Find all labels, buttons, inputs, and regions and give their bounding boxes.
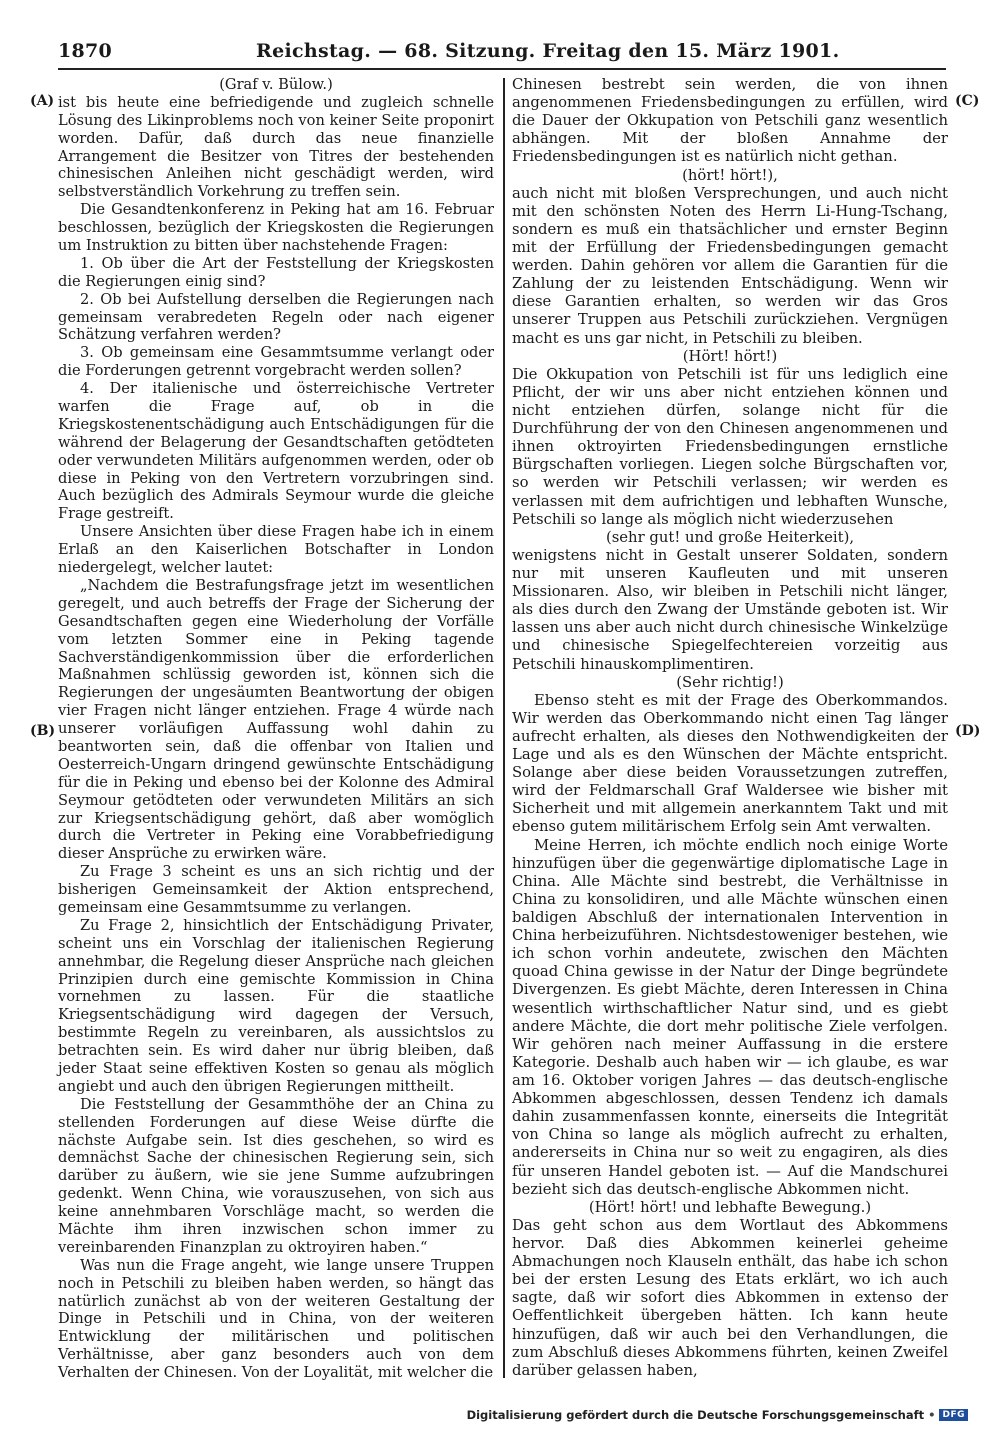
interjection: (hört! hört!), xyxy=(682,166,778,184)
page-number: 1870 xyxy=(58,40,113,62)
paragraph: ist bis heute eine befriedigende und zugleich schnelle Lösung des Likinproblems noch von keiner Seite proponirt worden. Dafür, daß durch das neue finanzielle Arrangement die Besitzer von Titres der bestehenden chinesischen Anleihen nicht geschädigt werden, wird selbstverständlich Vorkehrung zu treffen sein. xyxy=(58,93,494,201)
footer-separator: • xyxy=(928,1408,936,1422)
footer-credit xyxy=(467,1408,968,1422)
question-item: 3. Ob gemeinsam eine Gesammtsumme verlangt oder die Forderungen getrennt vorgebracht werden sollen? xyxy=(58,344,494,380)
interjection: (Hört! hört! und lebhafte Bewegung.) xyxy=(588,1198,872,1216)
quoted-paragraph: Zu Frage 2, hinsichtlich der Entschädigung Privater, scheint uns ein Vorschlag der italienischen Regierung annehmbar, die Regelung dieser Ansprüche nach gleichen Prinzipien durch eine gemischte Kommission in China vornehmen zu lassen. Für die staatliche Kriegsentschädigung wird dagegen der Versuch, bestimmte Regeln zu vereinbaren, als aussichtslos zu betrachten sein. Es wird daher nur übrig bleiben, daß jeder Staat seine effektiven Kosten so genau als möglich angiebt und auch den übrigen Regierungen mittheilt. xyxy=(58,916,494,1095)
footer-credit-text: Digitalisierung gefördert durch die Deutsche Forschungsgemeinschaft xyxy=(466,1408,925,1422)
paragraph: Die Okkupation von Petschili ist für uns lediglich eine Pflicht, der wir uns aber nicht entziehen können und nicht entziehen dürfen, solange nicht für die Durchführung der von den Chinesen angenommenen und ihnen oktroyirten Friedensbedingungen ernstliche Bürgschaften vorliegen. Liegen solche Bürgschaften vor, so werden wir Petschili verlassen; wir werden es verlassen mit dem aufrichtigen und lebhaften Wunsche, Petschili so lange als möglich nicht wiederzusehen xyxy=(512,365,948,528)
left-column xyxy=(58,76,494,1382)
speaker-label: (Graf v. Bülow.) xyxy=(219,76,333,93)
margin-marker-d: (D) xyxy=(955,723,981,739)
paragraph: Chinesen bestrebt sein werden, die von ihnen angenommenen Friedensbedingungen zu erfüllen, wird die Dauer der Okkupation von Petschili ganz wesentlich abhängen. Mit der bloßen Annahme der Friedensbedingungen ist es natürlich nicht gethan. xyxy=(512,76,948,166)
quoted-paragraph: „Nachdem die Bestrafungsfrage jetzt im wesentlichen geregelt, und auch betreffs der Frage der Sicherung der Gesandtschaften gegen eine Wiederholung der Vorfälle vom letzten Sommer eine in Peking tagende Sachverständigenkommission über die erforderlichen Maßnahmen schlüssig geworden ist, können sich die Regierungen der ungesäumten Beantwortung der obigen vier Fragen nicht länger entziehen. Frage 4 würde nach unserer vorläufigen Auffassung wohl dahin zu beantworten sein, daß die offenbar von Italien und Oesterreich-Ungarn dringend gewünschte Entschädigung für die in Peking und ebenso bei der Kolonne des Admiral Seymour getödteten oder verwundeten Militärs an sich zur Kriegsentschädigung gehört, daß aber womöglich durch die Vertreter in Peking eine Vorabbefriedigung dieser Ansprüche zu erwirken wäre. xyxy=(58,576,494,863)
quoted-paragraph: Zu Frage 3 scheint es uns an sich richtig und der bisherigen Gemeinsamkeit der Aktion entsprechend, gemeinsam eine Gesammtsumme zu verlangen. xyxy=(58,863,494,916)
question-item: 1. Ob über die Art der Feststellung der Kriegskosten die Regierungen einig sind? xyxy=(58,254,494,290)
question-item: 4. Der italienische und österreichische Vertreter warfen die Frage auf, ob in die Kriegskostenentschädigung auch Entschädigungen für die während der Belagerung der Gesandtschaften getödteten oder verwundeten Militärs aufgenommen werden, oder ob diese in Peking von den Vertretern vorzubringen sind. Auch bezüglich des Admirals Seymour wurde die gleiche Frage gestreift. xyxy=(58,380,494,523)
page-header xyxy=(58,40,958,66)
paragraph: Meine Herren, ich möchte endlich noch einige Worte hinzufügen über die gegenwärtige diplomatische Lage in China. Alle Mächte sind bestrebt, die Verhältnisse in China zu konsolidiren, und alle Mächte wünschen einen baldigen Abschluß der internationalen Intervention in China herbeizuführen. Nichtsdestoweniger bestehen, wie ich schon vorhin andeutete, zwischen den Mächten quoad China gewisse in der Natur der Dinge begründete Divergenzen. Es giebt Mächte, deren Interessen in China wesentlich wirthschaftlicher Natur sind, und es giebt andere Mächte, die dort mehr politische Ziele verfolgen. Wir gehören nach meiner Auffassung in die erstere Kategorie. Deshalb auch haben wir — ich glaube, es war am 16. Oktober vorigen Jahres — das deutsch-englische Abkommen abgeschlossen, dessen Tendenz ich damals dahin zusammenfassen konnte, einerseits die Integrität von China so lange als möglich aufrecht zu erhalten, andererseits in China nur so weit zu engagiren, als dies für unseren Handel geboten ist. — Auf die Mandschurei bezieht sich das deutsch-englische Abkommen nicht. xyxy=(512,836,948,1198)
paragraph: Unsere Ansichten über diese Fragen habe ich in einem Erlaß an den Kaiserlichen Botschafter in London niedergelegt, welcher lautet: xyxy=(58,523,494,577)
interjection: (Hört! hört!) xyxy=(682,347,778,365)
margin-marker-c: (C) xyxy=(955,93,980,109)
quoted-paragraph: Die Feststellung der Gesammthöhe der an China zu stellenden Forderungen auf diese Weise dürfte die nächste Aufgabe sein. Ist dies geschehen, so wird es demnächst Sache der chinesischen Regierung sein, sich darüber zu äußern, wie sie jene Summe aufzubringen gedenkt. Wenn China, wie vorauszusehen, von sich aus keine annehmbaren Vorschläge macht, so werden die Mächte ihm ihren inzwischen schon immer zu vereinbarenden Finanzplan zu oktroyiren haben.“ xyxy=(58,1095,494,1256)
paragraph: wenigstens nicht in Gestalt unserer Soldaten, sondern nur mit unseren Kaufleuten und mit unseren Missionaren. Also, wir bleiben in Petschili nicht länger, als dies durch den Zwang der Umstände geboten ist. Wir lassen uns aber auch nicht durch chinesische Winkelzüge und chinesische Spiegelfechtereien vorzeitig aus Petschili hinauskomplimentiren. xyxy=(512,546,948,673)
question-item: 2. Ob bei Aufstellung derselben die Regierungen nach gemeinsam verabredeten Regeln oder nach eigener Schätzung verfahren werden? xyxy=(58,290,494,344)
interjection: (Sehr richtig!) xyxy=(676,673,784,691)
paragraph: Ebenso steht es mit der Frage des Oberkommandos. Wir werden das Oberkommando nicht einen Tag länger aufrecht erhalten, als dieses den Nothwendigkeiten der Lage und als es den Wünschen der Mächte entspricht. Solange aber diese beiden Voraussetzungen zutreffen, wird der Feldmarschall Graf Waldersee wie bisher mit Sicherheit und mit allgemein anerkanntem Takt und mit ebenso gutem militärischem Erfolg sein Amt verwalten. xyxy=(512,691,948,836)
margin-marker-a: (A) xyxy=(30,93,55,109)
interjection: (sehr gut! und große Heiterkeit), xyxy=(605,528,855,546)
dfg-logo: DFG xyxy=(939,1409,968,1421)
paragraph: Das geht schon aus dem Wortlaut des Abkommens hervor. Daß dies Abkommen keinerlei geheime Abmachungen noch Klauseln enthält, das habe ich schon bei der ersten Lesung des Etats erklärt, wo ich auch sagte, daß wir sofort dies Abkommen in extenso der Oeffentlichkeit übergeben hätten. Ich kann heute hinzufügen, daß wir auch bei den Verhandlungen, die zum Abschluß dieses Abkommens führten, keinen Zweifel darüber gelassen haben, xyxy=(512,1216,948,1379)
paragraph: Die Gesandtenkonferenz in Peking hat am 16. Februar beschlossen, bezüglich der Kriegskosten die Regierungen um Instruktion zu bitten über nachstehende Fragen: xyxy=(58,201,494,255)
paragraph: Was nun die Frage angeht, wie lange unsere Truppen noch in Petschili zu bleiben haben werden, so hängt das natürlich zunächst ab von der weiteren Gestaltung der Dinge in Petschili und in China, von der weiteren Entwicklung der militärischen und politischen Verhältnisse, aber ganz besonders auch von dem Verhalten der Chinesen. Von der Loyalität, mit welcher die xyxy=(58,1256,494,1382)
column-divider xyxy=(503,78,505,1378)
running-head: Reichstag. — 68. Sitzung. Freitag den 15. März 1901. xyxy=(256,40,840,62)
header-rule xyxy=(58,68,946,70)
paragraph: auch nicht mit bloßen Versprechungen, und auch nicht mit den schönsten Noten des Herrn Li-Hung-Tschang, sondern es muß ein thatsächlicher und ernster Beginn mit der Erfüllung der Friedensbedingungen gemacht werden. Dahin gehören vor allem die Garantien für die Zahlung der zu leistenden Entschädigung. Wenn wir diese Garantien erhalten, so werden wir das Gros unserer Truppen aus Petschili zurückziehen. Vergnügen macht es uns gar nicht, in Petschili zu bleiben. xyxy=(512,184,948,347)
right-column xyxy=(512,76,948,1380)
margin-marker-b: (B) xyxy=(30,723,56,739)
